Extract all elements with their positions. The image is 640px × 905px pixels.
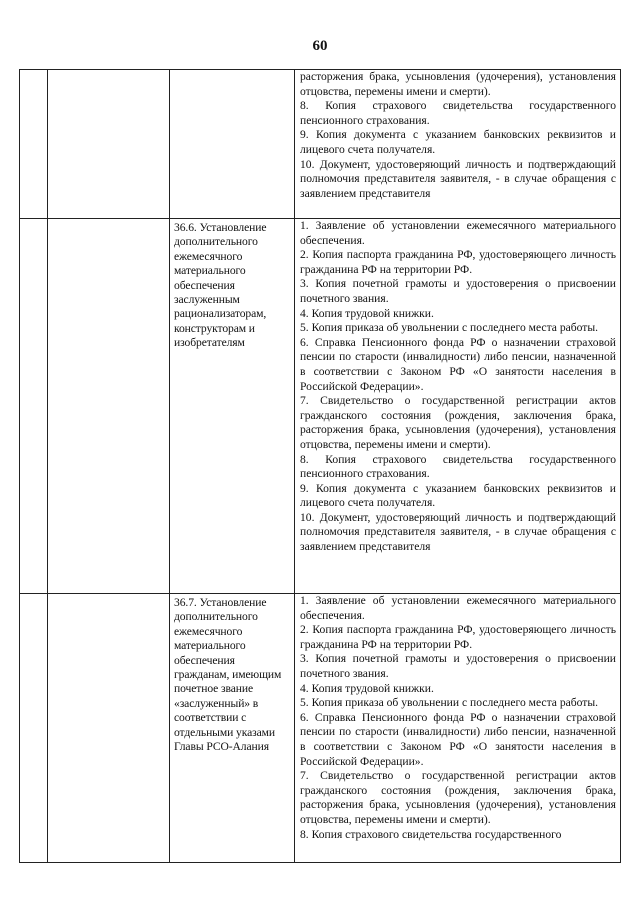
document-item: 10. Документ, удостоверяющий личность и подтверждающий полномочия представителя заявителя, - в случае обращения с заявлением представителя	[300, 157, 616, 200]
document-item: 8. Копия страхового свидетельства государственного пенсионного страхования.	[300, 99, 616, 127]
documents-table	[19, 69, 621, 863]
document-list	[295, 594, 620, 842]
service-cell	[170, 70, 295, 219]
document-item: 2. Копия паспорта гражданина РФ, удостоверяющего личность гражданина РФ на территории РФ.	[300, 623, 616, 651]
service-cell	[170, 594, 295, 863]
number-cell	[20, 219, 48, 594]
category-cell	[48, 219, 170, 594]
document-item: 8. Копия страхового свидетельства государственного пенсионного страхования.	[300, 452, 616, 481]
documents-cell	[295, 219, 621, 594]
document-item: 5. Копия приказа об увольнении с последнего места работы.	[300, 696, 599, 710]
service-name: 36.7. Установление дополнительного ежемесячного материального обеспечения гражданам, имеющим почетное звание «заслуженный» в соответствии с отдельными указами Главы РСО-Алания	[174, 596, 282, 754]
number-cell	[20, 594, 48, 863]
document-item: 7. Свидетельство о государственной регистрации актов гражданского состояния (рождения, заключения брака, расторжения брака, усыновления (удочерения), установления отцовства, перемены имени и смерти).	[300, 394, 616, 451]
table-row	[20, 219, 621, 594]
document-item: 8. Копия страхового свидетельства государственного	[300, 827, 562, 841]
document-item: 1. Заявление об установлении ежемесячного материального обеспечения.	[300, 219, 616, 247]
table-row	[20, 594, 621, 863]
document-item: 7. Свидетельство о государственной регистрации актов гражданского состояния (рождения, заключения брака, расторжения брака, усыновления (удочерения), установления отцовства, перемены имени и смерти).	[300, 769, 616, 826]
document-item: 2. Копия паспорта гражданина РФ, удостоверяющего личность гражданина РФ на территории РФ.	[300, 248, 616, 276]
service-name	[170, 70, 294, 72]
document-list	[295, 219, 620, 555]
documents-cell	[295, 70, 621, 219]
document-item: 6. Справка Пенсионного фонда РФ о назначении страховой пенсии по старости (инвалидности) либо пенсии, назначенной в соответствии с Законом РФ «О занятости населения в Российской Федерации».	[300, 710, 616, 768]
category-cell	[48, 70, 170, 219]
document-item: 3. Копия почетной грамоты и удостоверения о присвоении почетного звания.	[300, 277, 616, 305]
document-item: 9. Копия документа с указанием банковских реквизитов и лицевого счета получателя.	[300, 481, 616, 510]
document-item: 4. Копия трудовой книжки.	[300, 306, 434, 320]
document-item: 10. Документ, удостоверяющий личность и подтверждающий полномочия представителя заявителя, - в случае обращения с заявлением представителя	[300, 510, 616, 554]
number-cell	[20, 70, 48, 219]
category-cell	[48, 594, 170, 863]
document-item: 6. Справка Пенсионного фонда РФ о назначении страховой пенсии по старости (инвалидности) либо пенсии, назначенной в соответствии с Законом РФ «О занятости населения в Российской Федерации».	[300, 335, 616, 393]
document-item: расторжения брака, усыновления (удочерения), установления отцовства, перемены имени и смерти).	[300, 70, 616, 98]
documents-cell	[295, 594, 621, 863]
service-name: 36.6. Установление дополнительного ежемесячного материального обеспечения заслуженным рационализаторам, конструкторам и изобретателям	[174, 221, 267, 350]
document-list	[295, 70, 620, 201]
document-item: 4. Копия трудовой книжки.	[300, 681, 434, 695]
document-item: 9. Копия документа с указанием банковских реквизитов и лицевого счета получателя.	[300, 128, 616, 156]
document-item: 5. Копия приказа об увольнении с последнего места работы.	[300, 321, 599, 335]
table-row	[20, 70, 621, 219]
document-item: 3. Копия почетной грамоты и удостоверения о присвоении почетного звания.	[300, 652, 616, 680]
service-cell	[170, 219, 295, 594]
document-item: 1. Заявление об установлении ежемесячного материального обеспечения.	[300, 594, 616, 622]
page-number: 60	[312, 38, 328, 54]
